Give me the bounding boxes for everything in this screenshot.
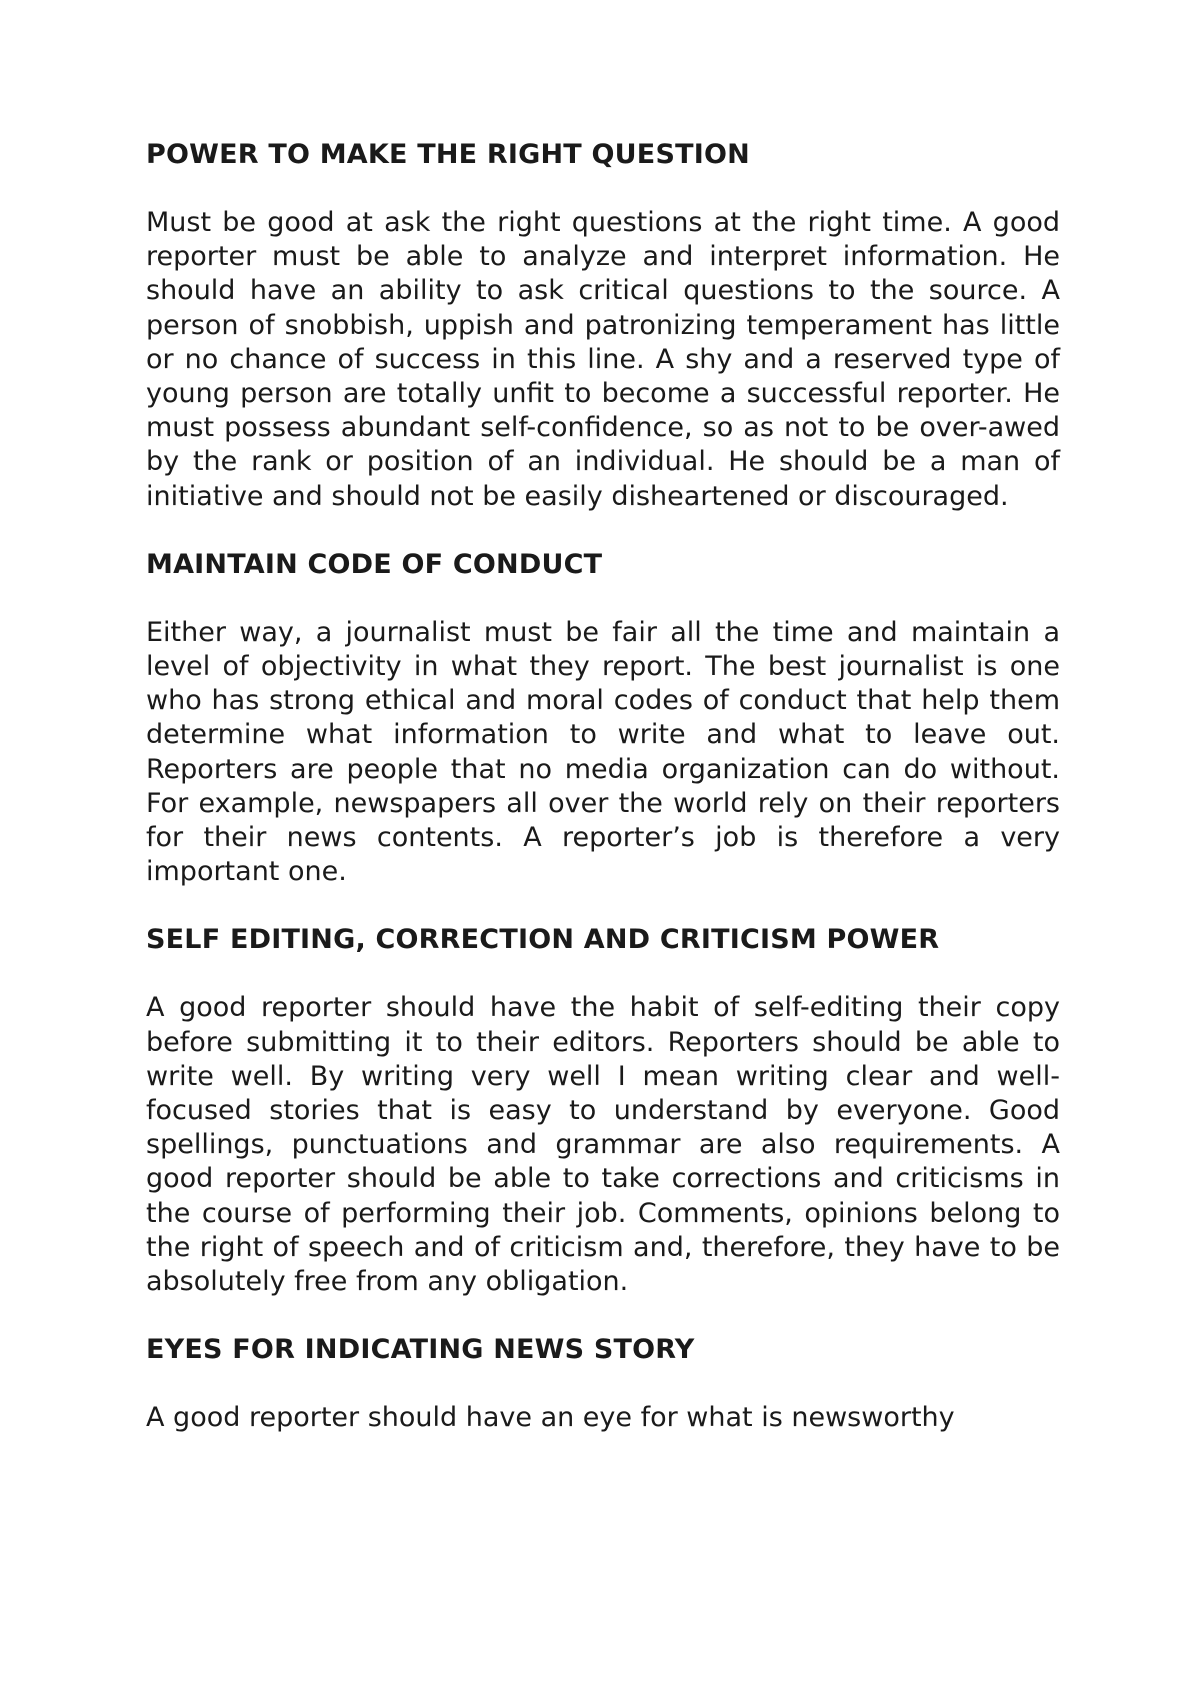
section-heading: MAINTAIN CODE OF CONDUCT xyxy=(146,548,603,580)
section-heading: SELF EDITING, CORRECTION AND CRITICISM POWER xyxy=(146,924,940,956)
document-page xyxy=(146,138,1060,1435)
section-paragraph: Must be good at ask the right questions at the right time. A good reporter must be able to analyze and interpret information. He should have an ability to ask critical questions to the source. A person of snobbish, uppish and patronizing temperament has little or no chance of success in this line. A shy and a reserved type of young person are totally unfit to become a successful reporter. He must possess abundant self-confidence, so as not to be over-awed by the rank or position of an individual. He should be a man of initiative and should not be easily disheartened or discouraged. xyxy=(146,207,1060,512)
section-paragraph: A good reporter should have an eye for what is newsworthy xyxy=(146,1402,955,1434)
section-paragraph: A good reporter should have the habit of self-editing their copy before submitting it to their editors. Reporters should be able to write well. By writing very well I mean writing clear and well-focused stories that is easy to understand by everyone. Good spellings, punctuations and grammar are also requirements. A good reporter should be able to take corrections and criticisms in the course of performing their job. Comments, opinions belong to the right of speech and of criticism and, therefore, they have to be absolutely free from any obligation. xyxy=(146,992,1060,1298)
section-paragraph: Either way, a journalist must be fair all the time and maintain a level of objectivity in what they report. The best journalist is one who has strong ethical and moral codes of conduct that help them determine what information to write and what to leave out. Reporters are people that no media organization can do without. For example, newspapers all over the world rely on their reporters for their news contents. A reporter’s job is therefore a very important one. xyxy=(146,616,1060,888)
section-heading: POWER TO MAKE THE RIGHT QUESTION xyxy=(146,139,750,170)
section-heading: EYES FOR INDICATING NEWS STORY xyxy=(146,1334,695,1366)
